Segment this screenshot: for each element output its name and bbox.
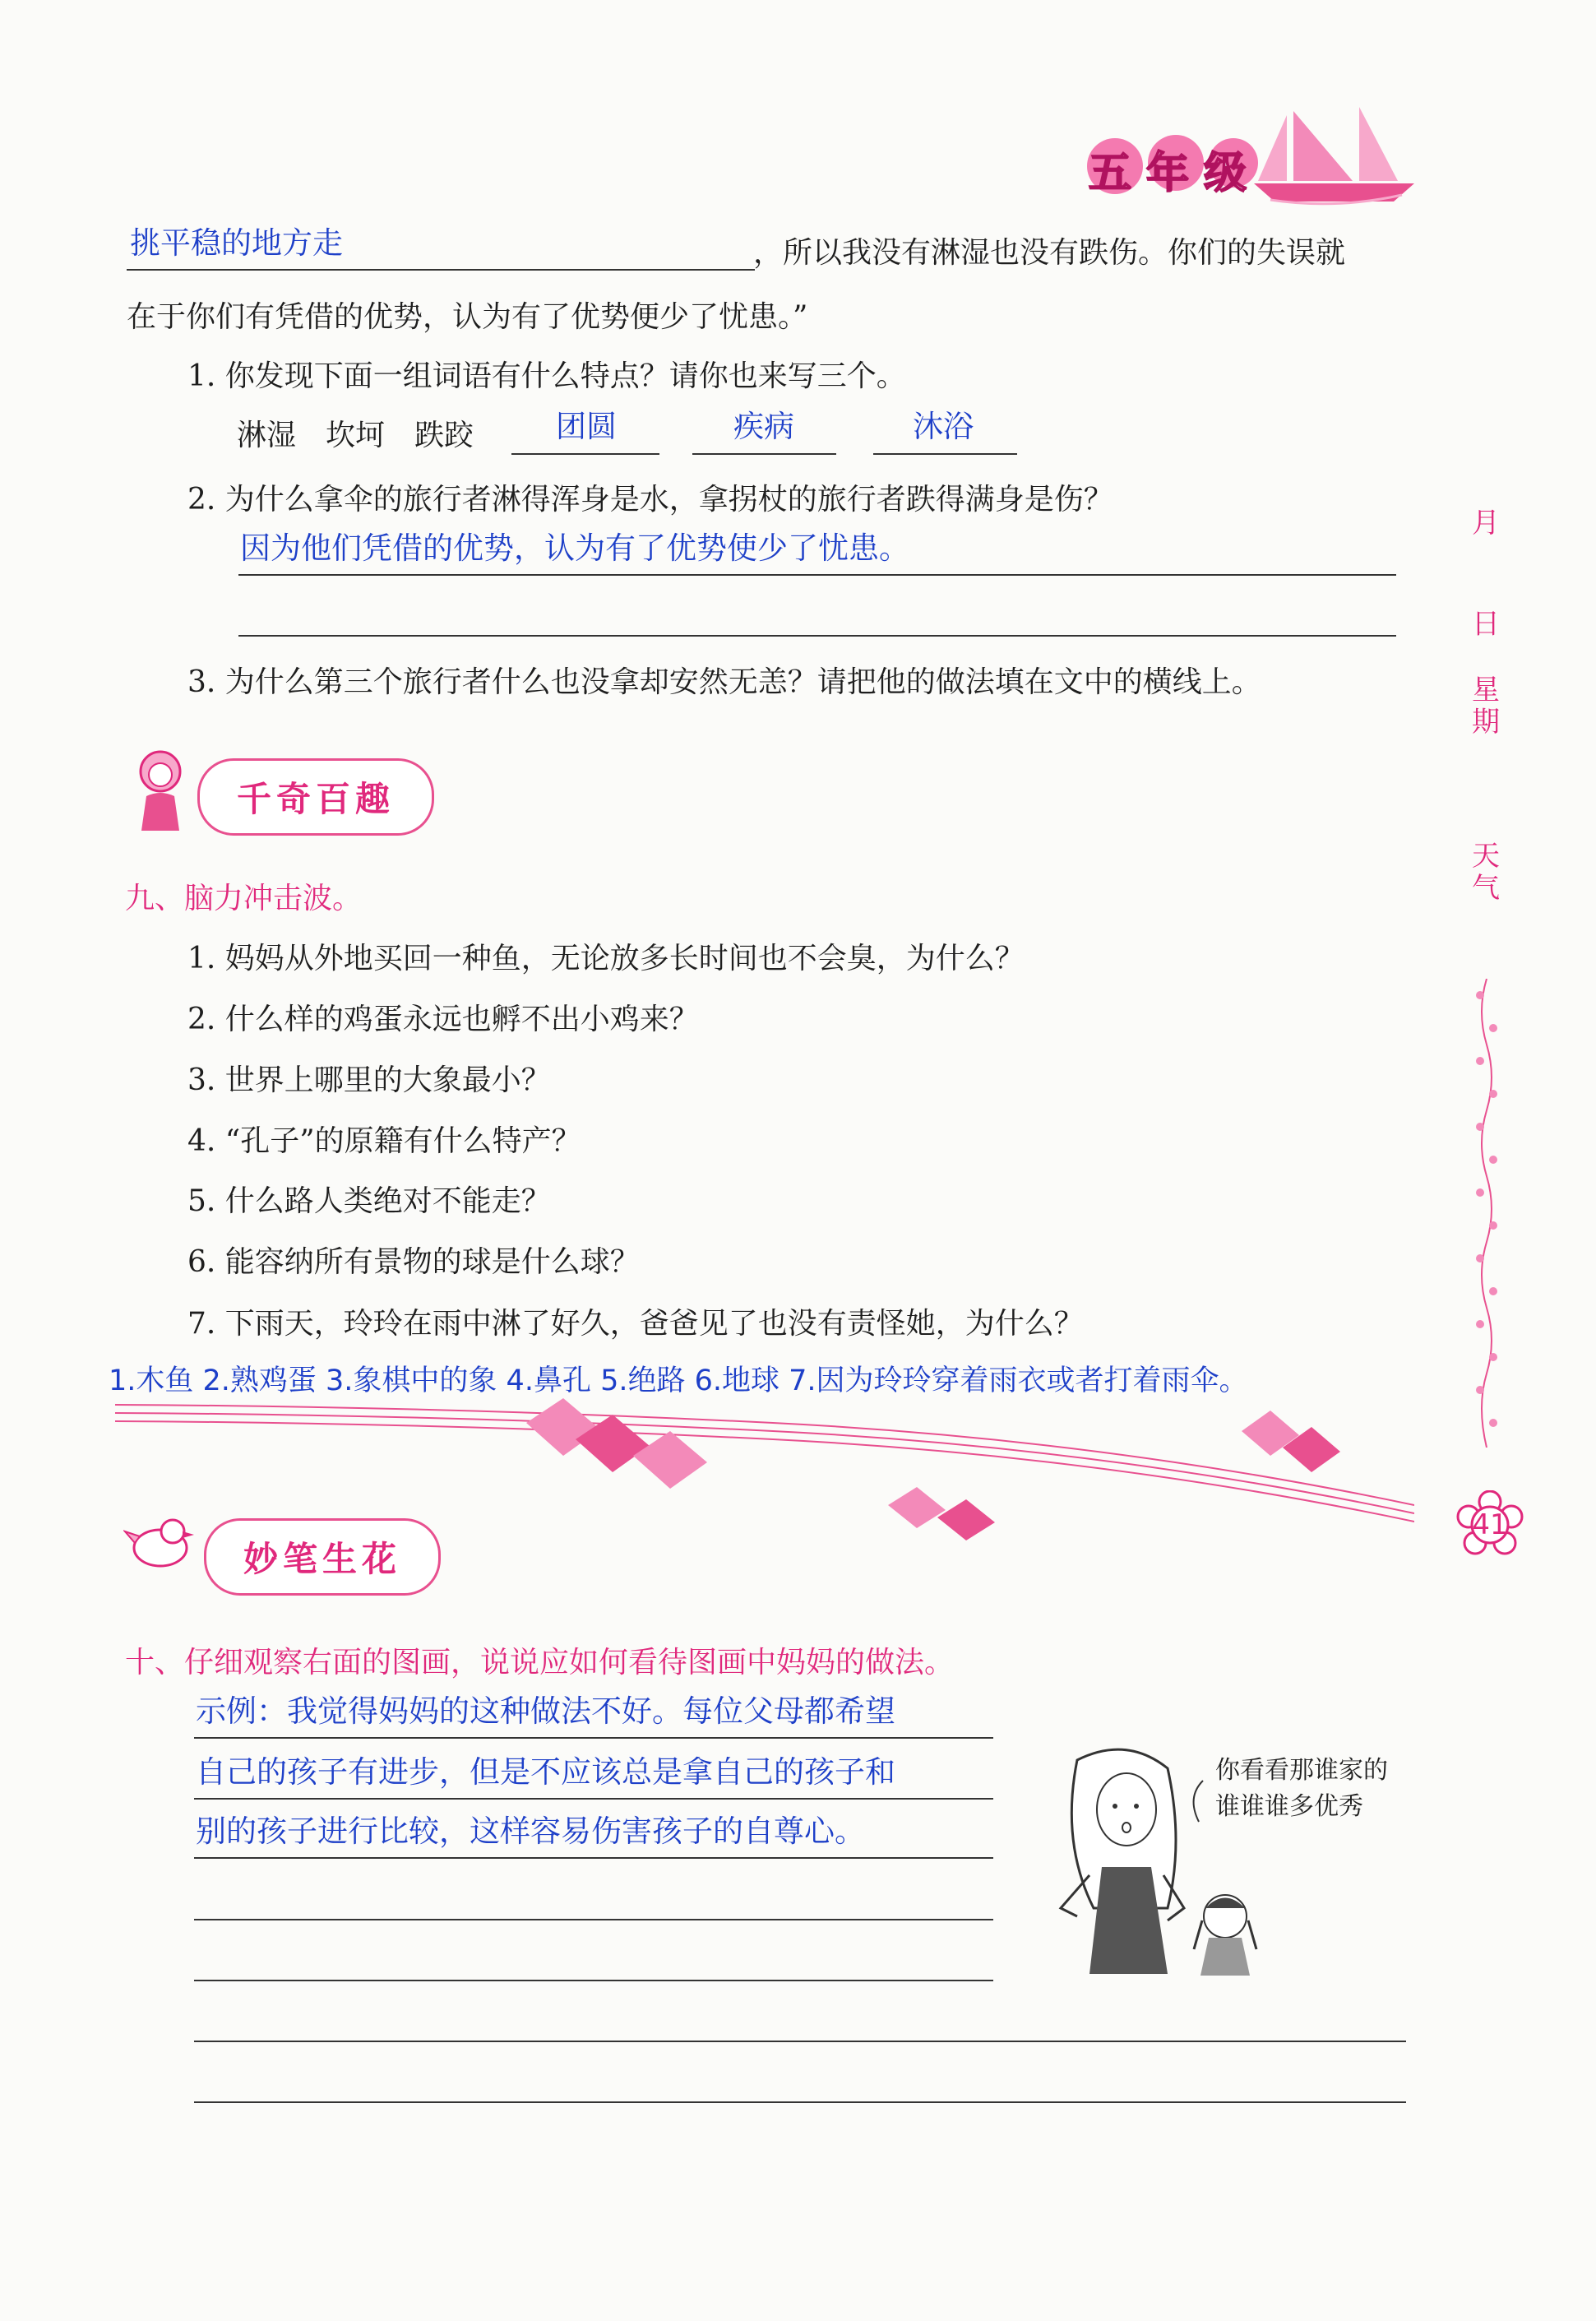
page-number: 41 [1472, 1508, 1508, 1541]
q1-line-2 [692, 453, 836, 455]
q1-answer-1: 团圆 [556, 409, 617, 444]
section-10-answer-line-2: 自己的孩子有进步，但是不应该总是拿自己的孩子和 [196, 1754, 895, 1790]
section-9-item-3: 3. 世界上哪里的大象最小？ [187, 1063, 551, 1097]
writing-line-4 [194, 1919, 993, 1920]
bird-icon [123, 1507, 197, 1581]
banner-write [204, 1518, 441, 1596]
q1-words: 淋湿 坎坷 跌跤 [237, 419, 474, 452]
sidebar-week: 星期 [1472, 674, 1500, 739]
question-2: 2. 为什么拿伞的旅行者淋得浑身是水，拿拐杖的旅行者跌得满身是伤？ [187, 483, 1113, 517]
question-1: 1. 你发现下面一组词语有什么特点？请你也来写三个。 [187, 359, 906, 393]
speech-line-1: 你看看那谁家的 [1215, 1756, 1388, 1785]
section-9-item-5: 5. 什么路人类绝对不能走？ [187, 1184, 551, 1218]
story-fill-answer: 挑平稳的地方走 [130, 225, 343, 261]
q1-line-3 [873, 453, 1017, 455]
story-line2: 在于你们有凭借的优势，认为有了优势便少了忧患。” [127, 300, 808, 334]
story-line1-tail: ，所以我没有淋湿也没有跌伤。你们的失误就 [753, 236, 1346, 270]
speech-bubble-tail [1182, 1777, 1207, 1826]
story-fill-line [127, 269, 755, 271]
writing-line-3 [194, 1857, 993, 1859]
section-9-heading: 九、脑力冲击波。 [125, 882, 363, 915]
section-9-item-6: 6. 能容纳所有景物的球是什么球？ [187, 1245, 640, 1279]
section-10-answer-line-1: 示例：我觉得妈妈的这种做法不好。每位父母都希望 [196, 1693, 895, 1729]
q2-answer: 因为他们凭借的优势，认为有了优势使少了忧患。 [240, 530, 909, 566]
girl-icon [132, 748, 189, 839]
q1-line-1 [511, 453, 659, 455]
sailboat-icon [1254, 103, 1418, 206]
writing-line-5 [194, 1980, 993, 1981]
grade-label: 五年级 [1089, 149, 1262, 198]
section-10-heading: 十、仔细观察右面的图画，说说应如何看待图画中妈妈的做法。 [125, 1646, 955, 1679]
q1-answer-2: 疾病 [733, 409, 794, 444]
writing-line-7 [194, 2101, 1406, 2103]
writing-line-1 [194, 1737, 993, 1739]
section-9-item-7: 7. 下雨天，玲玲在雨中淋了好久，爸爸见了也没有责怪她，为什么？ [187, 1307, 1084, 1341]
section-9-answer: 1.木鱼 2.熟鸡蛋 3.象棋中的象 4.鼻孔 5.绝路 6.地球 7.因为玲玲穿着雨衣或者打着雨伞。 [109, 1364, 1248, 1397]
question-3: 3. 为什么第三个旅行者什么也没拿却安然无恙？请把他的做法填在文中的横线上。 [187, 665, 1261, 699]
writing-line-2 [194, 1798, 993, 1800]
writing-line-6 [194, 2041, 1406, 2042]
q1-answer-3: 沐浴 [913, 409, 974, 444]
section-9-item-1: 1. 妈妈从外地买回一种鱼，无论放多长时间也不会臭，为什么？ [187, 942, 1025, 975]
sidebar-weather: 天气 [1472, 840, 1500, 906]
q2-line-2 [238, 635, 1396, 637]
sidebar-month: 月 [1472, 507, 1500, 540]
banner-fun [197, 758, 434, 836]
speech-line-2: 谁谁谁多优秀 [1215, 1792, 1363, 1821]
section-9-item-4: 4. “孔子”的原籍有什么特产？ [187, 1124, 581, 1158]
banner-write-label: 妙笔生花 [243, 1539, 401, 1579]
sidebar-vine-decoration [1472, 979, 1501, 1448]
section-10-answer-line-3: 别的孩子进行比较，这样容易伤害孩子的自尊心。 [196, 1814, 865, 1849]
q2-line-1 [238, 574, 1396, 576]
sidebar-day: 日 [1472, 608, 1500, 641]
section-9-item-2: 2. 什么样的鸡蛋永远也孵不出小鸡来？ [187, 1003, 699, 1036]
banner-fun-label: 千奇百趣 [236, 779, 395, 819]
